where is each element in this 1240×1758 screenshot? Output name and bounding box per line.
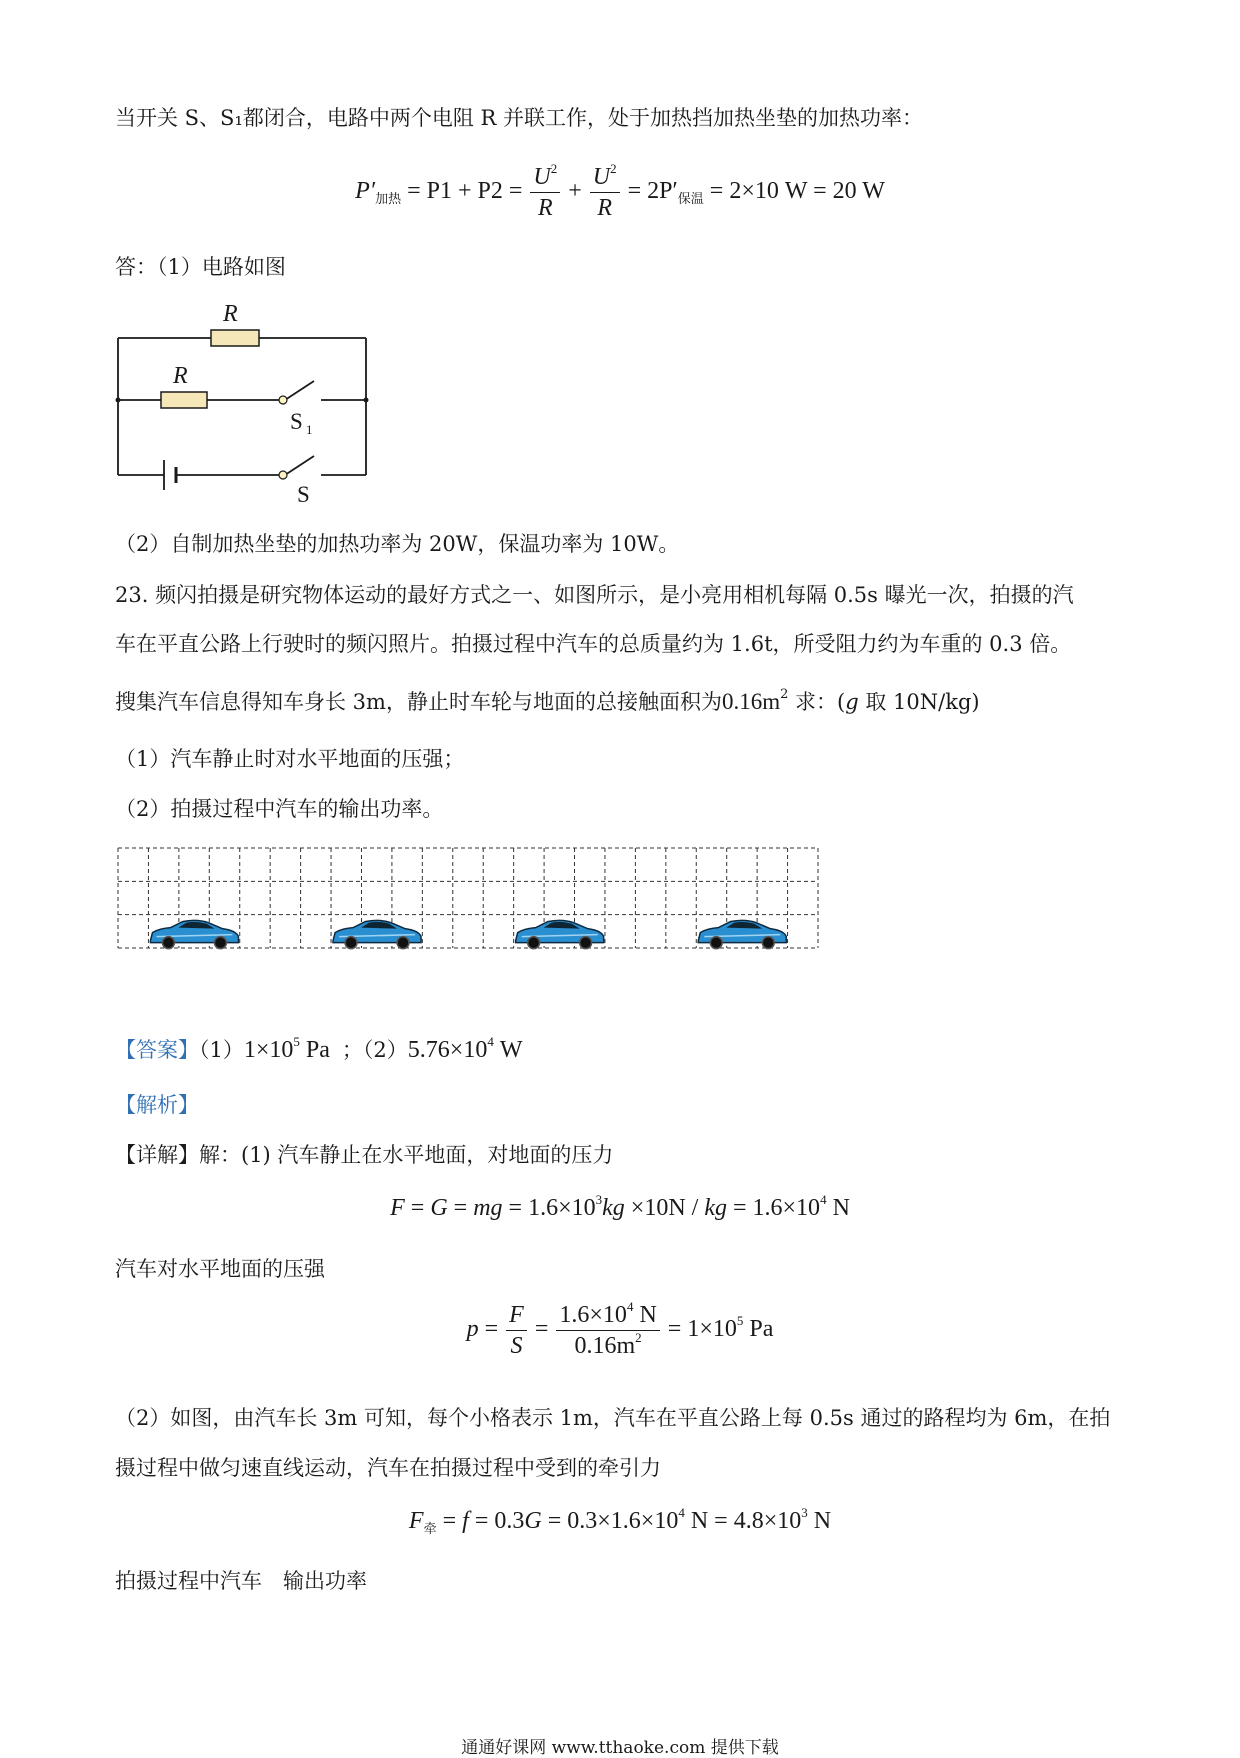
q23-line-3: 搜集汽车信息得知车身长 3m，静止时车轮与地面的总接触面积为$0.16m^2$ 求：(g 取 10N/kg): [115, 687, 980, 714]
eq1-lhs-sub: 加热: [375, 191, 402, 207]
circuit-diagram: [110, 295, 380, 510]
q23-line-2: 车在平直公路上行驶时的频闪照片。拍摄过程中汽车的总质量约为 1.6t，所受阻力约为车重的 0.3 倍。: [115, 632, 1072, 656]
junction-left: [116, 398, 121, 403]
eq1-frac-1: $\frac{U^2}{R}$: [530, 162, 560, 223]
equation-force: F = G = mg = $1.6\times 10^3kg \times 10N$ / kg = $1.6\times 10^4$ N: [390, 1192, 850, 1221]
label-r-top: R: [223, 301, 238, 327]
junction-right: [364, 398, 369, 403]
car-icon: [516, 920, 604, 948]
eq1-twoP-sub: 保温: [677, 191, 704, 207]
car-icon: [150, 920, 238, 948]
part2-line-2: 摄过程中做匀速直线运动，汽车在拍摄过程中受到的牵引力: [115, 1456, 661, 1480]
switch-s-pivot: [279, 471, 287, 479]
last-line: 拍摄过程中汽车 输出功率: [115, 1569, 367, 1593]
part2-line-1: （2）如图，由汽车长 3m 可知，每个小格表示 1m，汽车在平直公路上每 0.5s 通过的路程均为 6m，在拍: [115, 1406, 1111, 1430]
pressure-label: 汽车对水平地面的压强: [115, 1257, 325, 1281]
q23-line-1: 23. 频闪拍摄是研究物体运动的最好方式之一、如图所示，是小亮用相机每隔 0.5s 曝光一次，拍摄的汽: [115, 583, 1074, 607]
answer-circuit-label: 答：（1）电路如图: [115, 255, 286, 279]
answer-tag: 【答案】: [115, 1038, 199, 1062]
q23-area: 0.16m: [721, 689, 781, 714]
eq1-mid: = P1 + P2 =: [407, 178, 523, 205]
switch-s1-pivot: [279, 396, 287, 404]
answer-value-1: $1\times 10^5$ Pa: [243, 1034, 330, 1063]
car-icon: [698, 920, 786, 948]
page-footer: 通通好课网 www.tthaoke.com 提供下载: [461, 1738, 779, 1758]
car-icon: [333, 920, 421, 948]
q23-sub-2: （2）拍摄过程中汽车的输出功率。: [115, 797, 444, 821]
resistor-middle: [161, 392, 207, 408]
paragraph-parallel: 当开关 S、S₁都闭合，电路中两个电阻 R 并联工作，处于加热挡加热坐垫的加热功率：: [115, 106, 924, 130]
equation-heating-power: $P'_{加热} = P1 + P2$ = $\frac{U^2}{R}$ + $\frac{U^2}{R}$ = $2P'_{保温} = 2\times 10$ W = 20 W: [355, 161, 885, 221]
strobe-photo-grid: [115, 845, 825, 951]
label-s: S: [297, 482, 310, 507]
equation-traction: $F_牵 = f = 0.3G = 0.3\times 1.6\times 10^4$ $N = 4.8\times 10^3$ N: [408, 1505, 832, 1536]
eq1-frac-2: $\frac{U^2}{R}$: [590, 162, 620, 223]
detail-tag: 【详解】: [115, 1143, 199, 1167]
q23-sub-1: （1）汽车静止时对水平地面的压强；: [115, 747, 465, 771]
label-s1-sub: 1: [306, 422, 313, 437]
eq1-rhs: = 2×10 W = 20 W: [709, 178, 885, 205]
resistor-top: [211, 330, 259, 346]
analysis-tag: 【解析】: [115, 1093, 199, 1117]
eq1-lhs: P′: [355, 178, 376, 205]
answer-power: （2）自制加热坐垫的加热功率为 20W，保温功率为 10W。: [115, 532, 680, 556]
equation-pressure: p = $\frac{F}{S}$ = $\frac{1.6\times 10^4 N}{0.16m^2}$ = $1\times 10^5$ Pa: [466, 1299, 774, 1359]
eq1-twoP: 2P′: [647, 178, 678, 205]
label-s1: S: [290, 409, 303, 434]
detail-line: 【详解】解：(1) 汽车静止在水平地面，对地面的压力: [115, 1143, 614, 1167]
answer-line: 【答案】$(1)1\times 10^5$ Pa ；$(2)5.76\times 10^4$ W: [115, 1034, 523, 1063]
answer-value-2: $5.76\times 10^4$ W: [407, 1034, 523, 1063]
label-r-middle: R: [173, 363, 188, 389]
